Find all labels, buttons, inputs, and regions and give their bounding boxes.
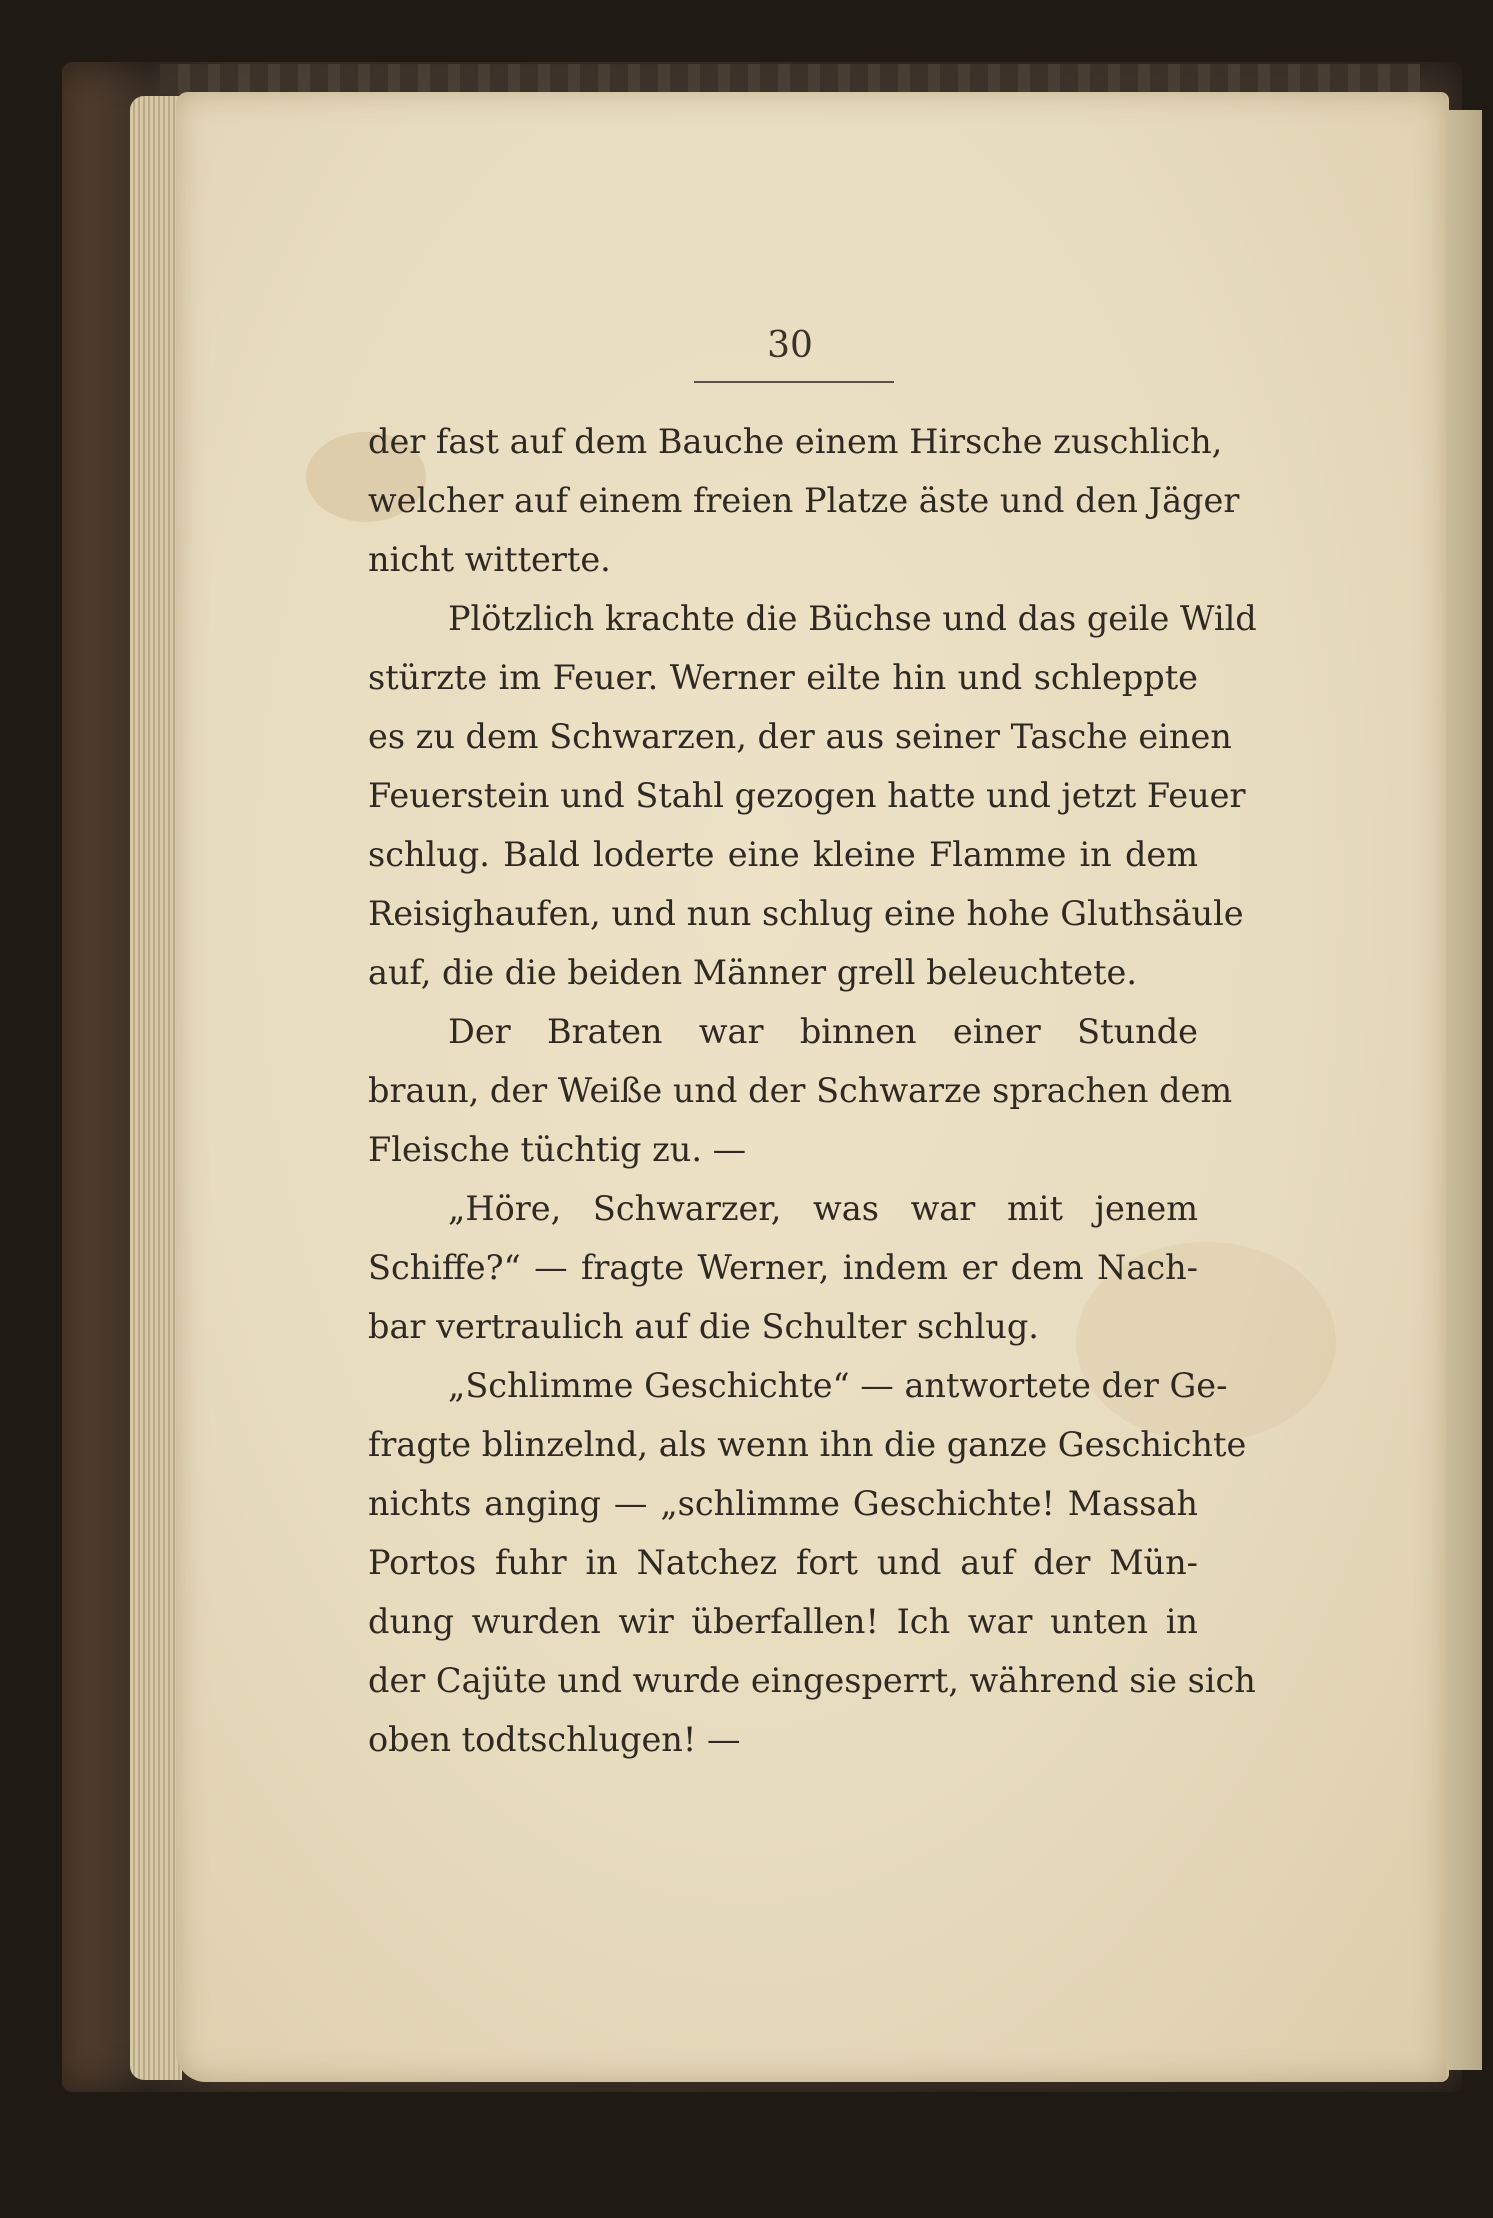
text-line: es zu dem Schwarzen, der aus seiner Tasche einen bbox=[368, 717, 1232, 756]
text-line: Portos fuhr in Natchez fort und auf der Mün- bbox=[368, 1543, 1198, 1582]
text-line: „Schlimme Geschichte“ — antwortete der Ge- bbox=[448, 1366, 1228, 1405]
text-line: Plötzlich krachte die Büchse und das geile Wild bbox=[448, 599, 1257, 638]
cover-spine-edge bbox=[160, 64, 1420, 94]
body-text bbox=[368, 412, 1257, 1769]
facing-page-edge bbox=[1440, 110, 1482, 2070]
text-line: stürzte im Feuer. Werner eilte hin und schleppte bbox=[368, 658, 1198, 697]
text-line: dung wurden wir überfallen! Ich war unten in bbox=[368, 1602, 1198, 1641]
text-line: der fast auf dem Bauche einem Hirsche zuschlich, bbox=[368, 422, 1223, 461]
text-line: braun, der Weiße und der Schwarze sprachen dem bbox=[368, 1071, 1233, 1110]
text-line: oben todtschlugen! — bbox=[368, 1720, 741, 1759]
text-line: welcher auf einem freien Platze äste und den Jäger bbox=[368, 481, 1240, 520]
page-stack-edge bbox=[130, 96, 182, 2080]
text-line: nicht witterte. bbox=[368, 540, 611, 579]
text-line: schlug. Bald loderte eine kleine Flamme in dem bbox=[368, 835, 1198, 874]
text-line: Reisighaufen, und nun schlug eine hohe Gluthsäule bbox=[368, 894, 1244, 933]
text-line: nichts anging — „schlimme Geschichte! Massah bbox=[368, 1484, 1198, 1523]
text-line: auf, die die beiden Männer grell beleuchtete. bbox=[368, 953, 1138, 992]
text-line: „Höre, Schwarzer, was war mit jenem bbox=[448, 1189, 1198, 1228]
text-line: Fleische tüchtig zu. — bbox=[368, 1130, 747, 1169]
text-line: Schiffe?“ — fragte Werner, indem er dem Nach- bbox=[368, 1248, 1198, 1287]
header-rule bbox=[694, 381, 894, 383]
text-line: Der Braten war binnen einer Stunde bbox=[448, 1012, 1198, 1051]
text-line: fragte blinzelnd, als wenn ihn die ganze Geschichte bbox=[368, 1425, 1247, 1464]
text-line: Feuerstein und Stahl gezogen hatte und jetzt Feuer bbox=[368, 776, 1246, 815]
text-line: bar vertraulich auf die Schulter schlug. bbox=[368, 1307, 1039, 1346]
text-line: der Cajüte und wurde eingesperrt, während sie sich bbox=[368, 1661, 1256, 1700]
page-number: 30 bbox=[767, 325, 813, 366]
